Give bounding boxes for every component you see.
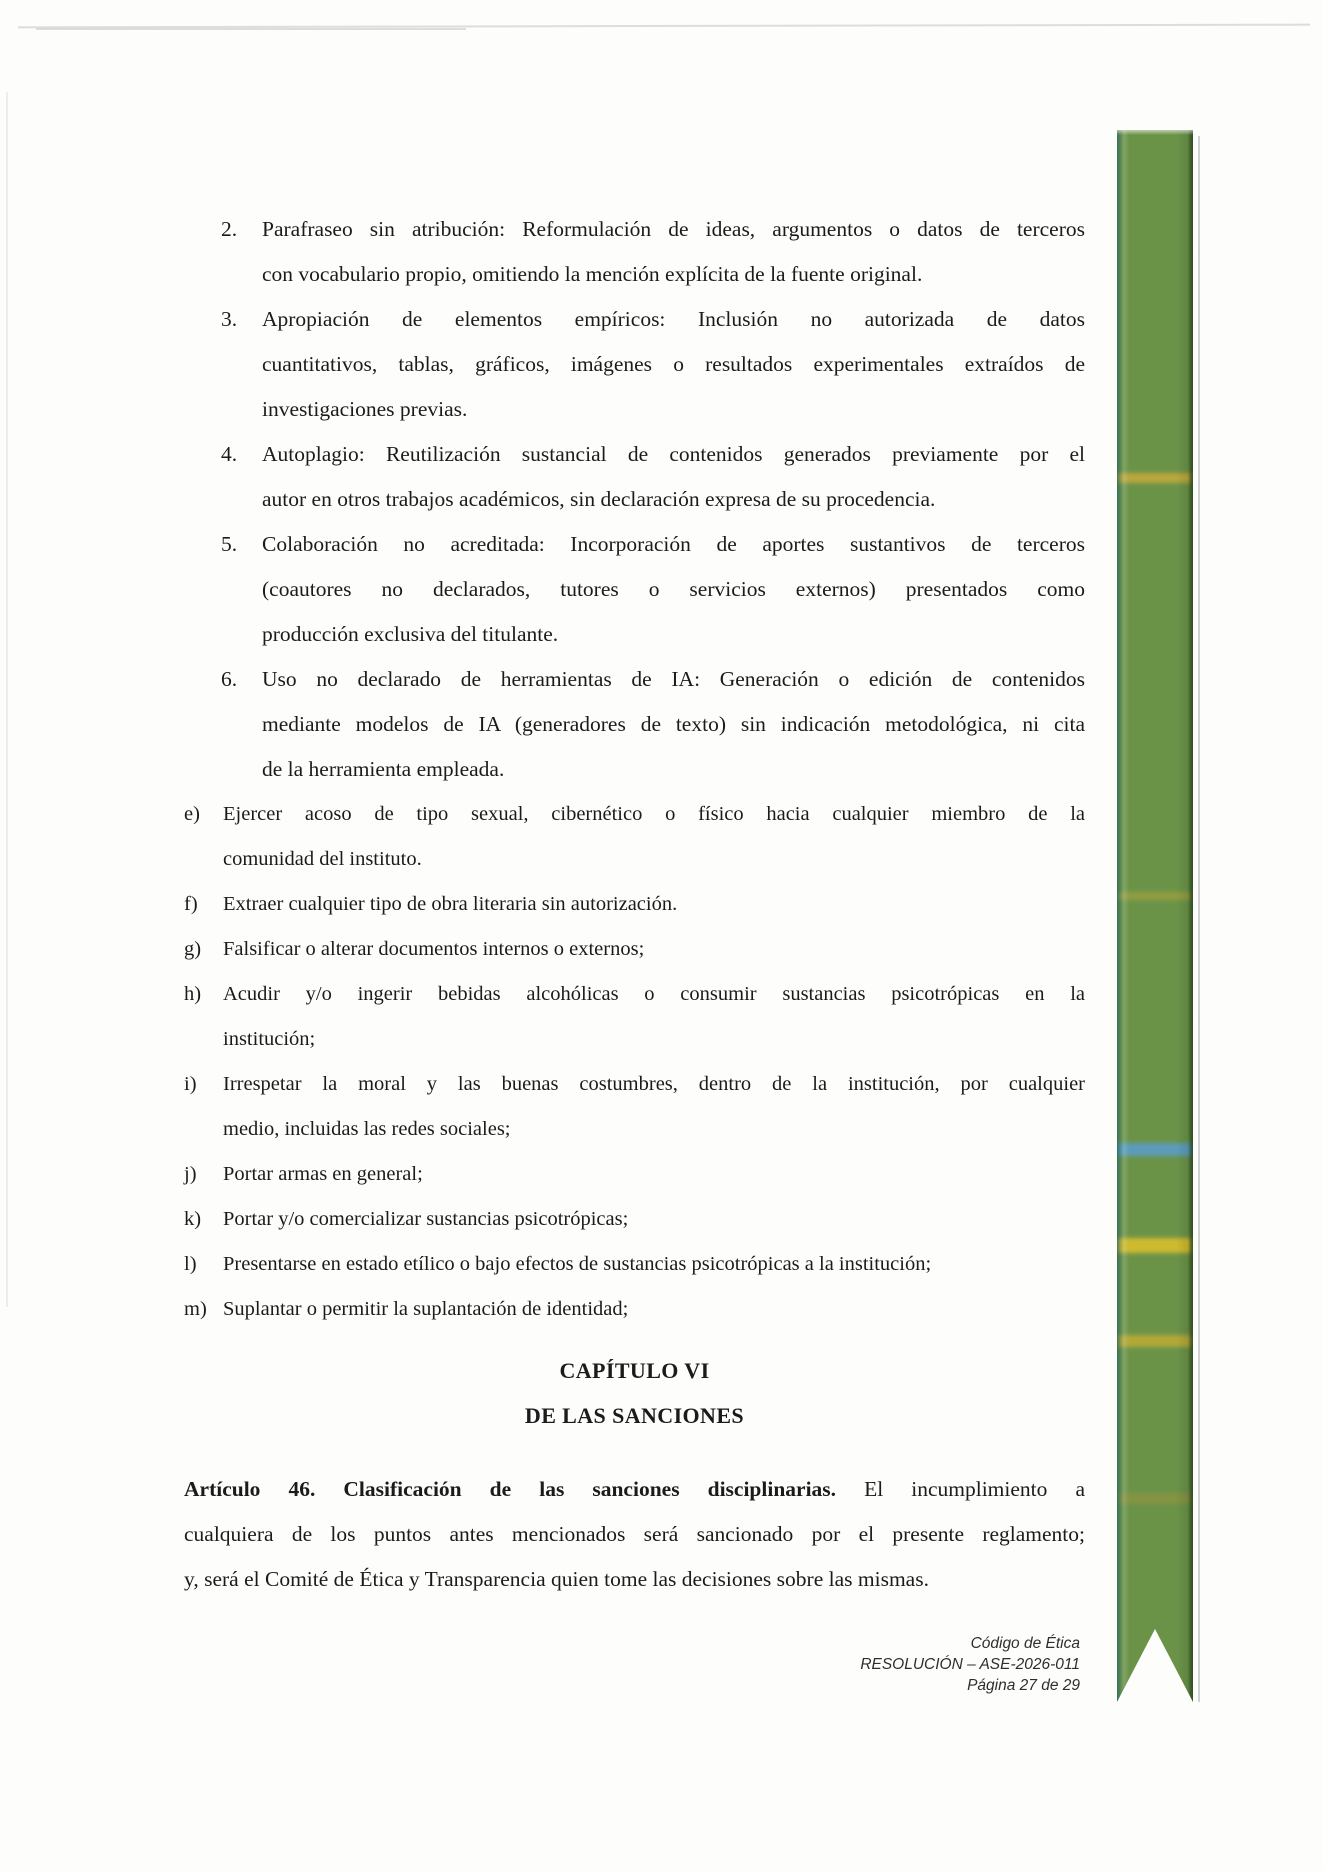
footer-document-title: Código de Ética <box>970 1635 1080 1652</box>
numbered-item-2 <box>184 207 1085 297</box>
numbered-item-4 <box>184 432 1085 522</box>
text-line: institución; <box>223 1028 316 1050</box>
text-line: mediante modelos de IA (generadores de texto) sin indicación metodológica, ni cita <box>262 712 1085 736</box>
ribbon-yellow-stripe-2 <box>1117 892 1193 900</box>
text-line: Autoplagio: Reutilización sustancial de contenidos generados previamente por el <box>262 442 1085 466</box>
text-line: Parafraseo sin atribución: Reformulación de ideas, argumentos o datos de terceros <box>262 217 1085 241</box>
text-line: con vocabulario propio, omitiendo la mención explícita de la fuente original. <box>262 262 923 286</box>
bookmark-ribbon <box>1117 130 1193 1702</box>
item-marker: l) <box>184 1253 197 1275</box>
item-marker: g) <box>184 938 202 960</box>
item-marker: i) <box>184 1073 197 1095</box>
text-line <box>184 1467 1085 1512</box>
numbered-item-3 <box>184 297 1085 432</box>
ribbon-yellow-stripe-3 <box>1117 1238 1193 1253</box>
item-marker: e) <box>184 803 200 825</box>
footer-page-number: Página 27 de 29 <box>967 1677 1080 1694</box>
item-marker: h) <box>184 983 202 1005</box>
text-line: Falsificar o alterar documentos internos o externos; <box>223 938 645 960</box>
item-marker: k) <box>184 1208 202 1230</box>
scan-artifact-line <box>36 28 466 30</box>
chapter-subtitle: DE LAS SANCIONES <box>524 1403 745 1428</box>
lettered-item-k <box>184 1197 1085 1242</box>
chapter-title: CAPÍTULO VI <box>559 1358 710 1383</box>
ribbon-scan-shadow <box>1198 136 1200 1702</box>
ribbon-yellow-stripe-1 <box>1117 473 1193 483</box>
item-marker: 5. <box>221 532 238 556</box>
ribbon-blue-stripe <box>1117 1143 1193 1156</box>
ribbon-yellow-stripe-5 <box>1117 1493 1193 1504</box>
chapter-heading <box>184 1348 1085 1438</box>
text-line: producción exclusiva del titulante. <box>262 622 559 646</box>
numbered-item-6 <box>184 657 1085 792</box>
article-lead-rest: El incumplimiento a <box>836 1477 1085 1501</box>
numbered-item-5 <box>184 522 1085 657</box>
lettered-item-j <box>184 1152 1085 1197</box>
page-footer <box>660 1633 1080 1696</box>
text-line: Portar y/o comercializar sustancias psicotrópicas; <box>223 1208 629 1230</box>
text-line: Portar armas en general; <box>223 1163 423 1185</box>
item-marker: 4. <box>221 442 238 466</box>
text-line: Suplantar o permitir la suplantación de identidad; <box>223 1298 629 1320</box>
article-46-paragraph <box>184 1467 1085 1602</box>
footer-resolution: RESOLUCIÓN – ASE-2026-011 <box>860 1656 1080 1673</box>
lettered-item-g <box>184 927 1085 972</box>
lettered-item-l <box>184 1242 1085 1287</box>
document-body <box>184 207 1085 1332</box>
text-line: Uso no declarado de herramientas de IA: Generación o edición de contenidos <box>262 667 1085 691</box>
scan-artifact-top-band <box>0 0 1323 9</box>
text-line: Extraer cualquier tipo de obra literaria sin autorización. <box>223 893 678 915</box>
text-line: cuantitativos, tablas, gráficos, imágenes o resultados experimentales extraídos de <box>262 352 1085 376</box>
item-marker: 3. <box>221 307 238 331</box>
item-marker: f) <box>184 893 198 915</box>
scan-artifact-left-edge <box>6 92 8 1307</box>
ribbon-yellow-stripe-4 <box>1117 1335 1193 1347</box>
item-marker: m) <box>184 1298 207 1320</box>
item-marker: 2. <box>221 217 238 241</box>
text-line: autor en otros trabajos académicos, sin declaración expresa de su procedencia. <box>262 487 936 511</box>
lettered-item-f <box>184 882 1085 927</box>
lettered-item-h <box>184 972 1085 1062</box>
text-line: Acudir y/o ingerir bebidas alcohólicas o consumir sustancias psicotrópicas en la <box>223 983 1085 1005</box>
text-line: Colaboración no acreditada: Incorporación de aportes sustantivos de terceros <box>262 532 1085 556</box>
lettered-item-e <box>184 792 1085 882</box>
text-line: y, será el Comité de Ética y Transparencia quien tome las decisiones sobre las mismas. <box>184 1567 929 1591</box>
text-line: comunidad del instituto. <box>223 848 422 870</box>
text-line: Apropiación de elementos empíricos: Inclusión no autorizada de datos <box>262 307 1085 331</box>
text-line: Ejercer acoso de tipo sexual, cibernético o físico hacia cualquier miembro de la <box>223 803 1085 825</box>
item-marker: j) <box>184 1163 197 1185</box>
text-line: (coautores no declarados, tutores o servicios externos) presentados como <box>262 577 1085 601</box>
text-line: Presentarse en estado etílico o bajo efectos de sustancias psicotrópicas a la institución; <box>223 1253 932 1275</box>
text-line: medio, incluidas las redes sociales; <box>223 1118 511 1140</box>
lettered-item-i <box>184 1062 1085 1152</box>
article-lead: Artículo 46. Clasificación de las sanciones disciplinarias. <box>184 1477 837 1501</box>
text-line: cualquiera de los puntos antes mencionados será sancionado por el presente reglamento; <box>184 1522 1085 1546</box>
text-line: Irrespetar la moral y las buenas costumbres, dentro de la institución, por cualquier <box>223 1073 1085 1095</box>
item-marker: 6. <box>221 667 238 691</box>
text-line: de la herramienta empleada. <box>262 757 505 781</box>
lettered-item-m <box>184 1287 1085 1332</box>
text-line: investigaciones previas. <box>262 397 468 421</box>
